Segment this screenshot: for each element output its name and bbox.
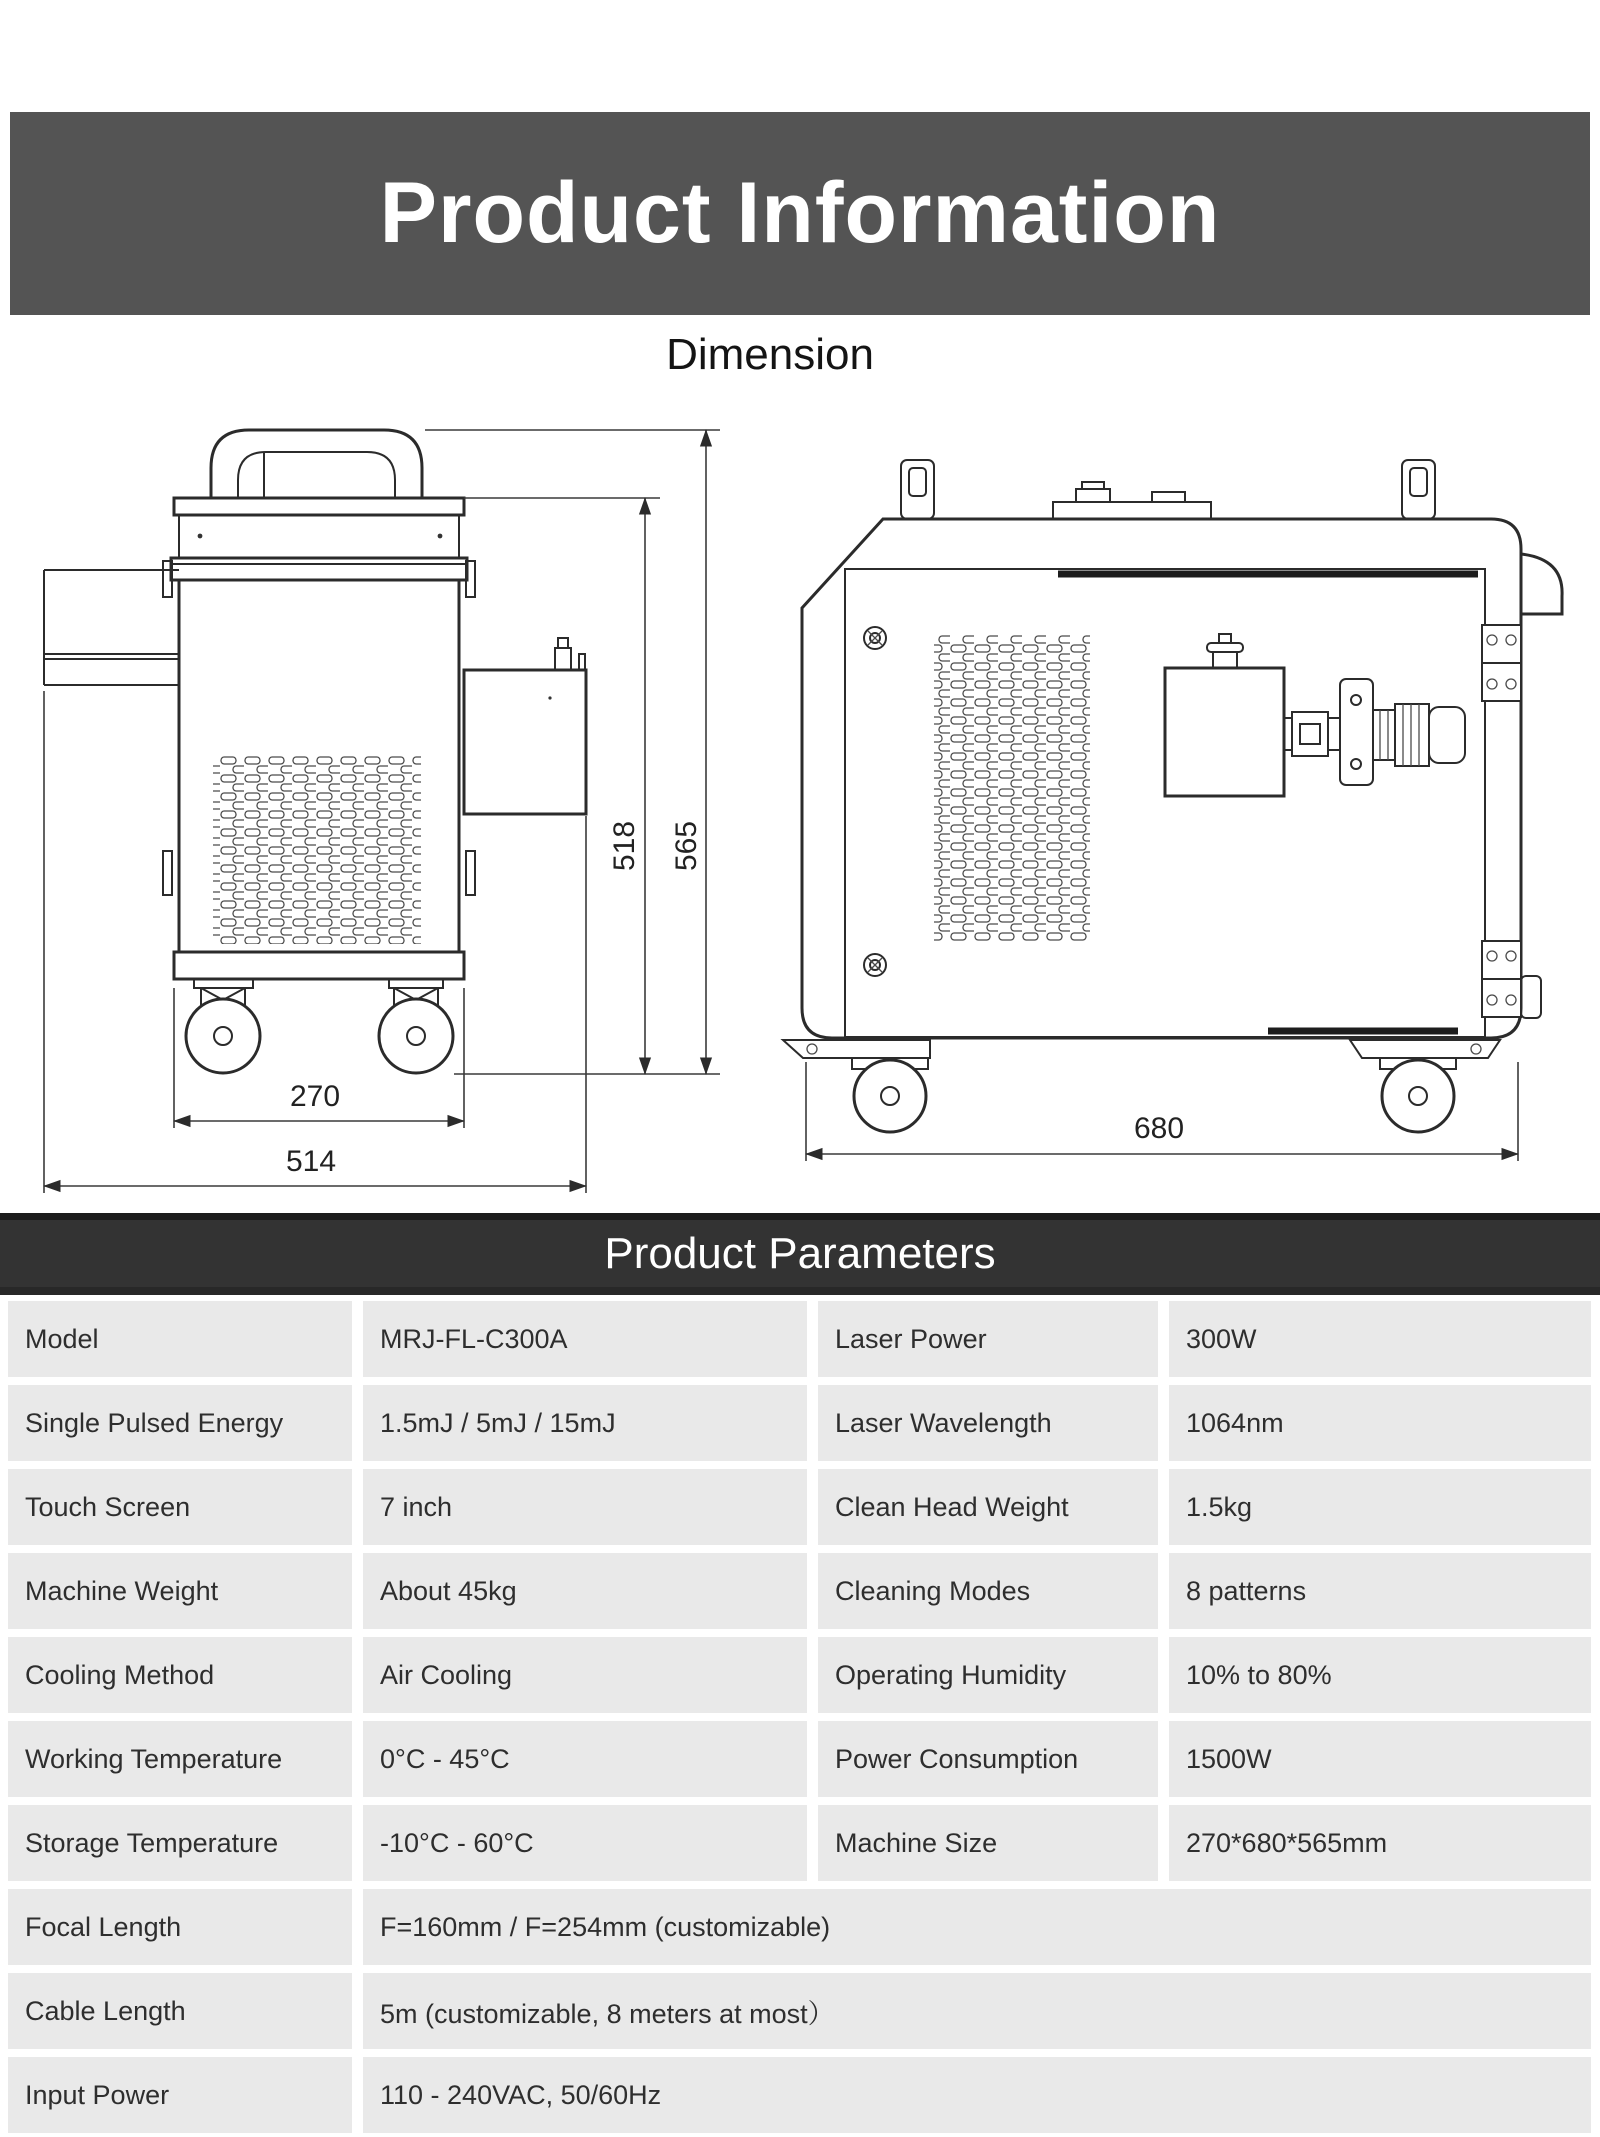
- param-label: Storage Temperature: [8, 1805, 352, 1881]
- dimension-section-title: Dimension: [666, 330, 874, 379]
- dim-label-518: 518: [608, 820, 641, 871]
- param-value: 1500W: [1169, 1721, 1591, 1797]
- param-value: 110 - 240VAC, 50/60Hz: [363, 2057, 1591, 2133]
- param-value: 300W: [1169, 1301, 1591, 1377]
- dim-label-514: 514: [286, 1145, 337, 1178]
- dim-label-565: 565: [670, 820, 703, 871]
- param-value: Air Cooling: [363, 1637, 807, 1713]
- param-value: 1.5kg: [1169, 1469, 1591, 1545]
- param-value: 270*680*565mm: [1169, 1805, 1591, 1881]
- dim-label-680: 680: [1134, 1112, 1185, 1145]
- param-value: -10°C - 60°C: [363, 1805, 807, 1881]
- param-label: Operating Humidity: [818, 1637, 1158, 1713]
- param-value: 7 inch: [363, 1469, 807, 1545]
- front-view-drawing: [28, 396, 728, 1206]
- hinge-icon: [1482, 941, 1521, 1017]
- param-label: Power Consumption: [818, 1721, 1158, 1797]
- param-label: Touch Screen: [8, 1469, 352, 1545]
- param-label: Input Power: [8, 2057, 352, 2133]
- param-label: Machine Weight: [8, 1553, 352, 1629]
- param-label: Cleaning Modes: [818, 1553, 1158, 1629]
- parameters-title: Product Parameters: [604, 1228, 996, 1278]
- param-value: 5m (customizable, 8 meters at most）: [363, 1973, 1591, 2049]
- param-label: Single Pulsed Energy: [8, 1385, 352, 1461]
- param-value: 1.5mJ / 5mJ / 15mJ: [363, 1385, 807, 1461]
- parameters-table: [8, 1301, 1592, 2133]
- param-label: Focal Length: [8, 1889, 352, 1965]
- param-value: MRJ-FL-C300A: [363, 1301, 807, 1377]
- param-label: Cable Length: [8, 1973, 352, 2049]
- hinge-icon: [1482, 625, 1521, 701]
- side-view-drawing: [758, 428, 1580, 1170]
- param-label: Clean Head Weight: [818, 1469, 1158, 1545]
- param-label: Laser Wavelength: [818, 1385, 1158, 1461]
- product-information-banner: [10, 112, 1590, 315]
- param-value: About 45kg: [363, 1553, 807, 1629]
- param-label: Model: [8, 1301, 352, 1377]
- param-value: 0°C - 45°C: [363, 1721, 807, 1797]
- page-title: Product Information: [379, 165, 1221, 261]
- param-value: 1064nm: [1169, 1385, 1591, 1461]
- product-parameters-banner: [0, 1213, 1600, 1295]
- param-label: Machine Size: [818, 1805, 1158, 1881]
- param-label: Cooling Method: [8, 1637, 352, 1713]
- dim-label-270: 270: [290, 1080, 341, 1113]
- param-value: 10% to 80%: [1169, 1637, 1591, 1713]
- param-value: 8 patterns: [1169, 1553, 1591, 1629]
- param-label: Laser Power: [818, 1301, 1158, 1377]
- handle-outline: [211, 430, 422, 498]
- cable-hook: [1521, 554, 1562, 614]
- param-value: F=160mm / F=254mm (customizable): [363, 1889, 1591, 1965]
- param-label: Working Temperature: [8, 1721, 352, 1797]
